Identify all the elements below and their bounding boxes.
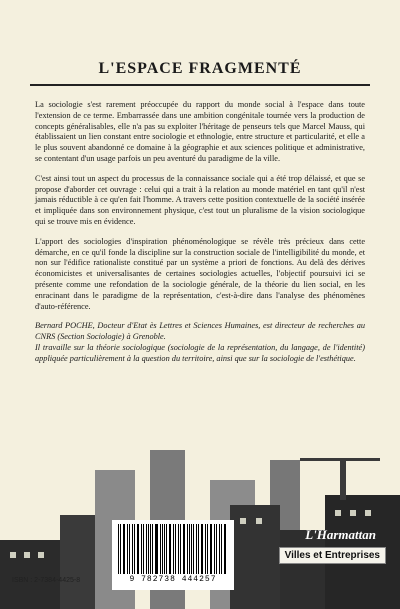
barcode-bar [180, 524, 181, 574]
barcode-bar [118, 524, 119, 574]
barcode-bar [198, 524, 199, 574]
barcode-bar [196, 524, 198, 574]
barcode-bar [127, 524, 129, 574]
isbn-text: ISBN : 2-7384-4425-8 [12, 577, 81, 584]
barcode-bar [183, 524, 184, 574]
barcode-bar [124, 524, 125, 574]
author-work-line: Il travaille sur la théorie sociologique (sociologie de la représentation, du langage, de l'identité) appliquée particulièrement à la question du territoire, ainsi que sur la sociologie de l'esthétique. [35, 342, 365, 363]
barcode-bar [156, 524, 158, 574]
title-divider [30, 84, 370, 86]
barcode-bar [189, 524, 190, 574]
barcode-bar [216, 524, 218, 574]
barcode-bar [160, 524, 161, 574]
barcode-bar [166, 524, 167, 574]
barcode-bar [224, 524, 225, 574]
barcode-bar [169, 524, 170, 574]
barcode-bar [173, 524, 174, 574]
barcode-bar [132, 524, 133, 574]
barcode-bar [155, 524, 156, 574]
barcode-bar [187, 524, 188, 574]
barcode-bar [193, 524, 194, 574]
series-name: Villes et Entreprises [279, 547, 386, 564]
author-bio-line: Bernard POCHE, Docteur d'Etat ès Lettres et Sciences Humaines, est directeur de recherches au CNRS (Section Sociologie) à Grenoble. [35, 321, 365, 342]
barcode-bar [150, 524, 151, 574]
barcode-bar [207, 524, 208, 574]
barcode-bar [143, 524, 145, 574]
publisher-logo [234, 527, 386, 564]
barcode-bars [118, 524, 228, 574]
barcode [112, 520, 234, 590]
barcode-bar [134, 524, 135, 574]
barcode-bar [210, 524, 211, 574]
barcode-bar [123, 524, 124, 574]
blurb-text [35, 100, 365, 374]
author-bio [35, 321, 365, 364]
blurb-paragraph-2: C'est ainsi tout un aspect du processus de la connaissance sociale qui a été trop délaissé, et que se propose d'aborder cet ouvrage : celui qui a trait à la relation au monde matériel en tant qu'il n'est jamais réductible à ce qu'en fait l'homme. A travers cette position contextuelle de la société insérée et impliquée dans son environnement physique, c'est tout un pluralisme de la vision sociologique qui se trouve mis en évidence. [35, 173, 365, 226]
barcode-bar [205, 524, 206, 574]
publisher-name: L'Harmattan [305, 527, 376, 542]
barcode-bar [137, 524, 138, 574]
barcode-bar [162, 524, 163, 574]
barcode-bar [191, 524, 192, 574]
book-title: L'ESPACE FRAGMENTÉ [98, 60, 302, 77]
blurb-paragraph-1: La sociologie s'est rarement préoccupée du rapport du monde social à l'espace dans toute l'extension de ce terme. Embarrassée dans une ambition congénitale tournée vers la production de concepts généralisables, elle n'a pas su exploiter l'héritage de penseurs tels que Marcel Mauss, qui établissaient un lien constant entre sociologie et ethnologie, entre structure et particularité, et elle a le plus souvent abandonné ce domaine à la géographie et aux sciences politique et administrative, se contentant d'un usage parfois un peu aventuré du paradigme de la ville. [35, 100, 365, 163]
blurb-paragraph-3: L'apport des sociologies d'inspiration phénoménologique se révèle très précieux dans cette démarche, en ce qu'il fonde la discipline sur la construction sociale de l'intelligibilité du monde, et non sur l'édifice rationaliste constitué par un système a priori de fonctions. Au delà des dérives économicistes et universalisantes de certaines sociologies actuelles, l'objectif poursuivi ici se présente comme une refondation de la sociologie générale, de la théorie du lien social, en les enracinant dans le paradigme de la représentation, c'est-à-dire dans l'analyse des phénomènes d'auto-référence. [35, 236, 365, 311]
barcode-bar [202, 524, 203, 574]
barcode-bar [141, 524, 142, 574]
barcode-bar [138, 524, 139, 574]
barcode-bar [184, 524, 185, 574]
barcode-bar [225, 524, 226, 574]
barcode-bar [170, 524, 171, 574]
barcode-bar [120, 524, 121, 574]
barcode-bar [214, 524, 215, 574]
barcode-bar [146, 524, 147, 574]
barcode-bar [129, 524, 130, 574]
barcode-number: 9 782738 444257 [129, 575, 217, 584]
barcode-bar [148, 524, 149, 574]
barcode-bar [221, 524, 222, 574]
barcode-bar [152, 524, 153, 574]
barcode-bar [201, 524, 202, 574]
barcode-bar [219, 524, 220, 574]
barcode-bar [211, 524, 212, 574]
barcode-bar [164, 524, 165, 574]
barcode-bar [178, 524, 180, 574]
barcode-bar [175, 524, 176, 574]
